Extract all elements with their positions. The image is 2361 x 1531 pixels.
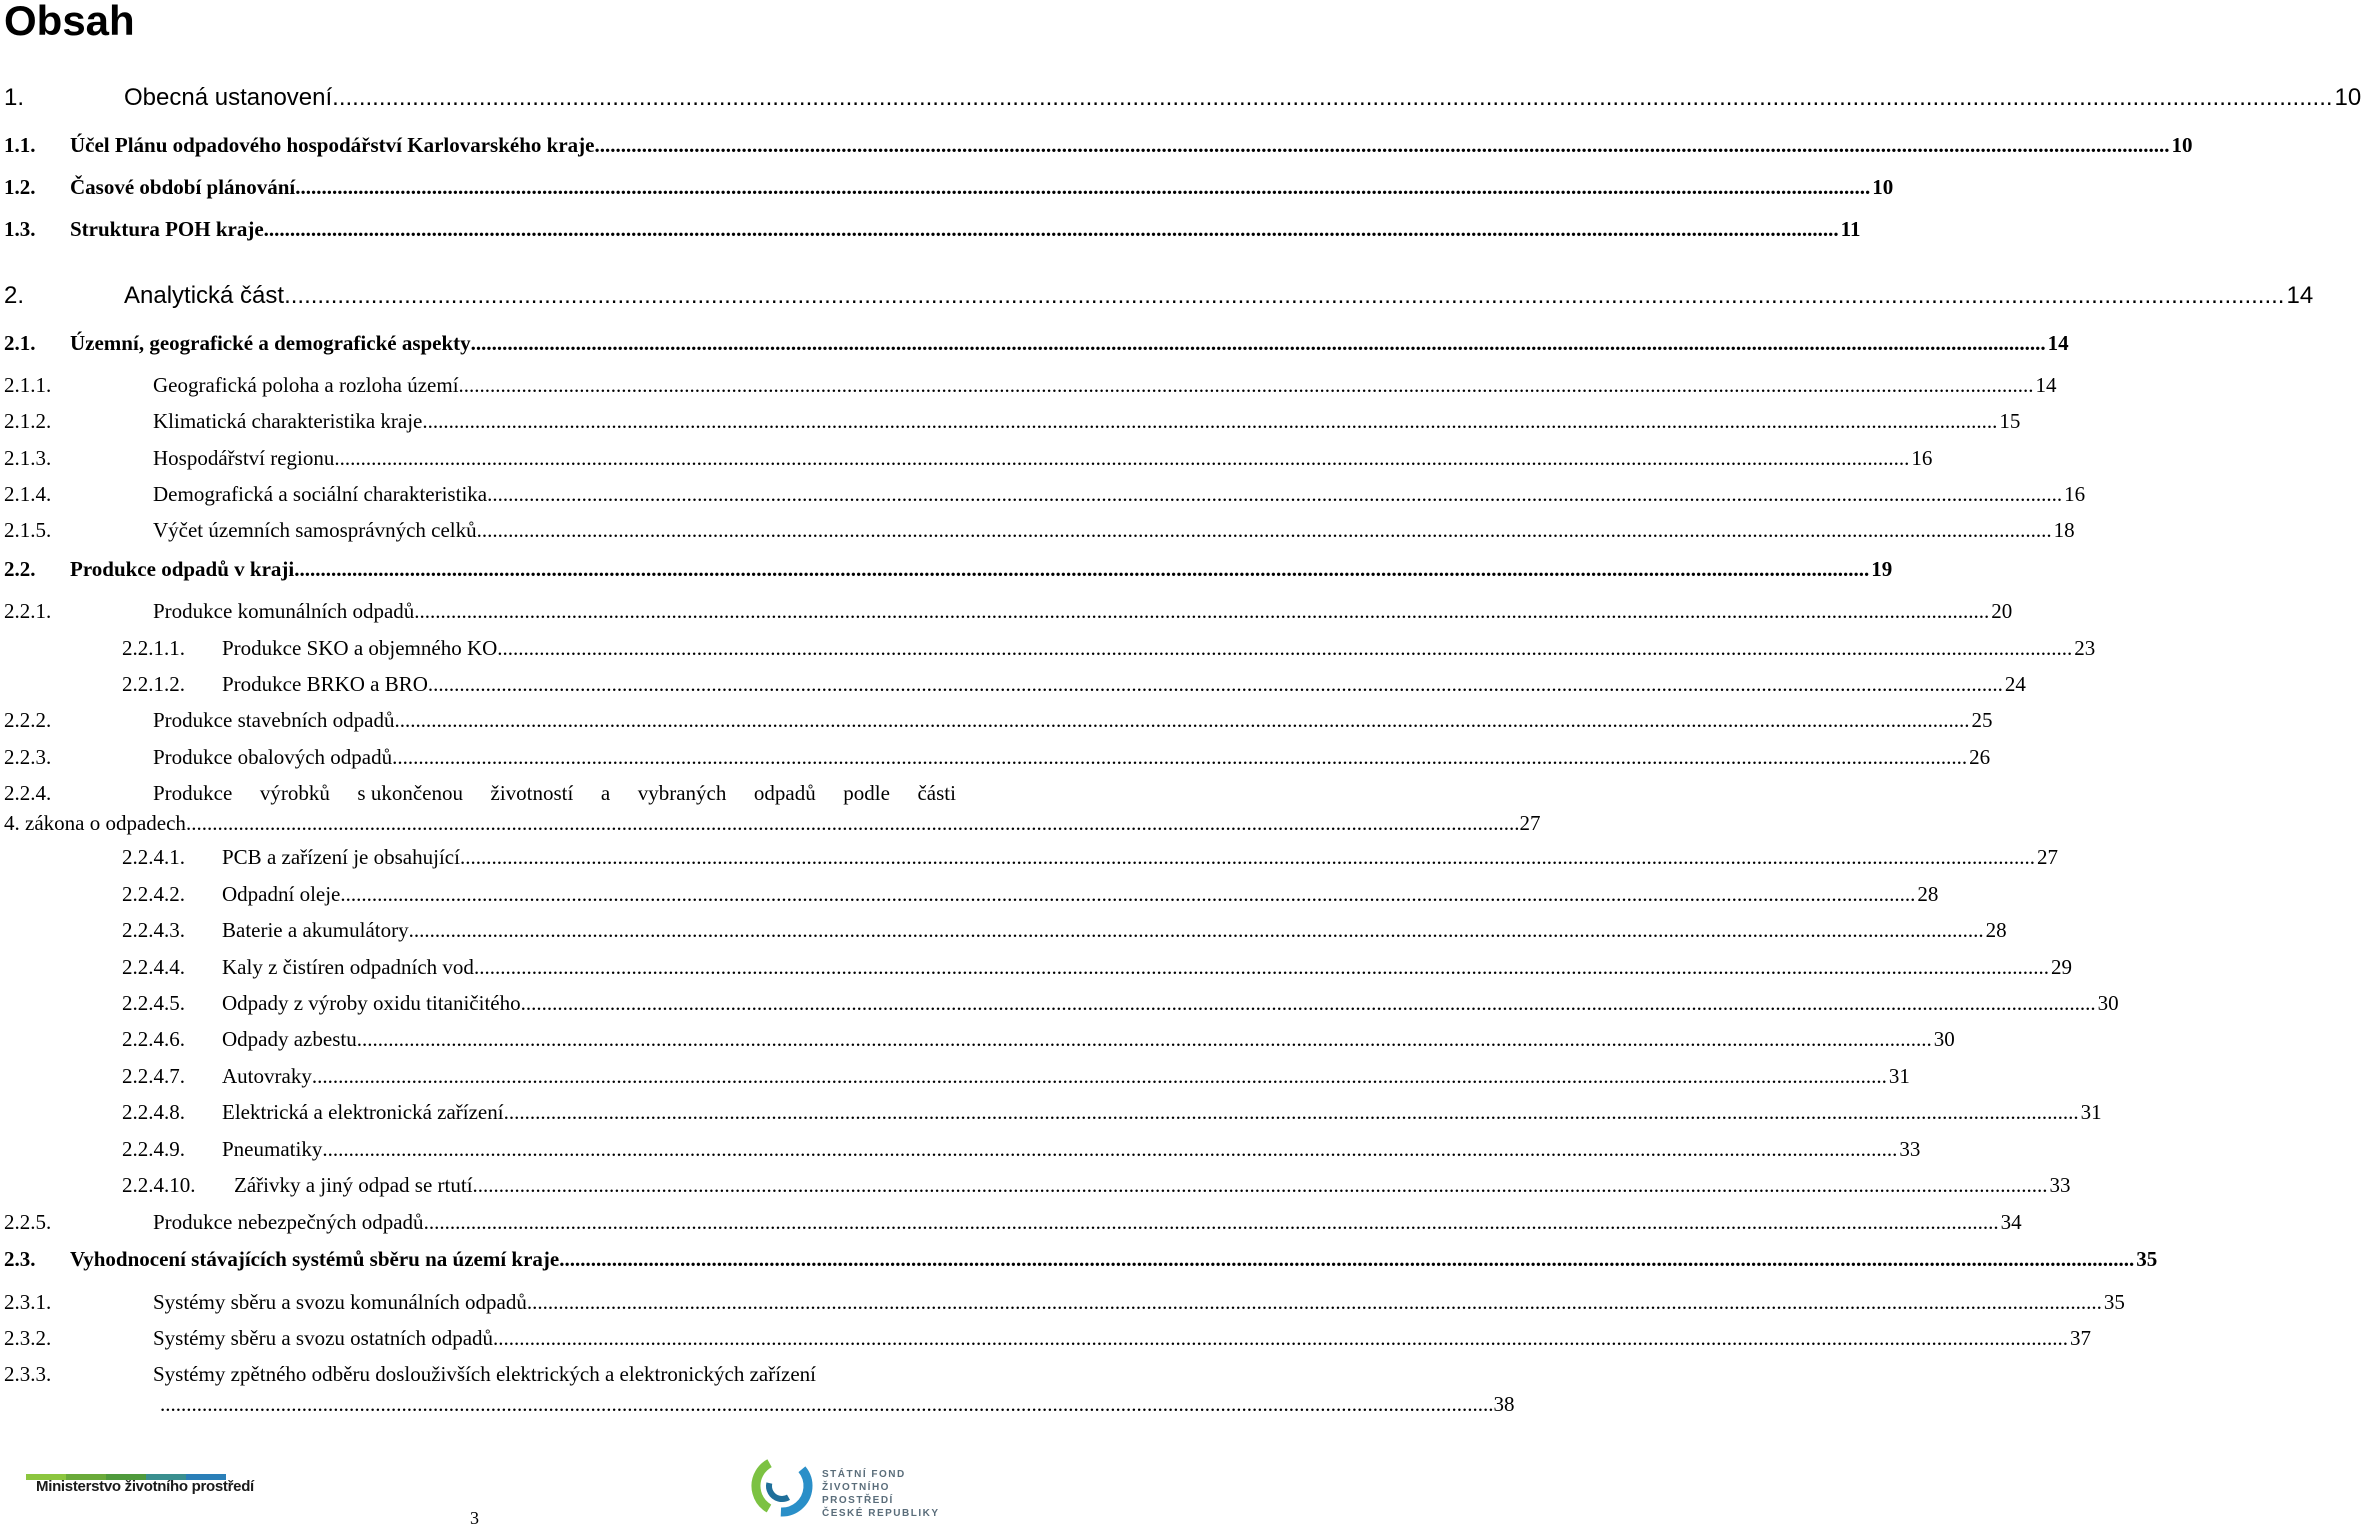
toc-entry-page: 20 xyxy=(1991,599,2013,623)
toc-entry-title: Struktura POH kraje xyxy=(70,217,264,241)
toc-entry-line xyxy=(153,1208,2022,1236)
toc-leader-dots: ............................................................................................................................................................................................................................................................................................................ xyxy=(459,845,2035,869)
toc-entry-number: 2.1.2. xyxy=(4,409,52,433)
toc-leader-dots: ............................................................................................................................................................................................................................................................................................................ xyxy=(334,446,1910,470)
toc-entry-page: 23 xyxy=(2074,636,2096,660)
toc-entry-title: Geografická poloha a rozloha území xyxy=(153,373,459,397)
toc-entry-line xyxy=(153,1288,2125,1316)
toc-entry-title: Produkce BRKO a BRO xyxy=(222,672,428,696)
toc-entry-2-3-3[interactable] xyxy=(0,1360,1515,1420)
toc-entry-title: Analytická část xyxy=(124,282,285,309)
toc-leader-dots: ............................................................................................................................................................................................................................................................................................................ xyxy=(497,636,2073,660)
toc-leader-dots: ............................................................................................................................................................................................................................................................................................................ xyxy=(422,409,1998,433)
toc-entry-title: Produkce stavebních odpadů xyxy=(153,708,395,732)
toc-entry-line xyxy=(153,444,1933,472)
toc-entry-page: 35 xyxy=(2136,1247,2158,1271)
toc-entry[interactable] xyxy=(0,215,1861,243)
toc-entry-line xyxy=(222,1135,1921,1163)
state-fund-logo-icon xyxy=(752,1456,812,1516)
toc-entry-number: 1. xyxy=(4,84,25,111)
toc-entry[interactable] xyxy=(0,555,1893,583)
toc-entry-line xyxy=(153,1324,2092,1352)
toc-entry-line xyxy=(222,1062,1910,1090)
toc-entry[interactable] xyxy=(0,1135,1921,1163)
page-title: Obsah xyxy=(4,0,135,44)
toc-entry-number: 2.2.4.10. xyxy=(122,1173,196,1197)
toc-leader-dots: .............................................................................................................................................................................................................................................................. xyxy=(160,1392,1494,1416)
toc-leader-dots: ............................................................................................................................................................................................................................................................................................................ xyxy=(473,955,2049,979)
toc-entry-page: 28 xyxy=(1917,882,1939,906)
toc-entry-title: Zářivky a jiný odpad se rtutí xyxy=(234,1173,473,1197)
toc-entry-title: Klimatická charakteristika kraje xyxy=(153,409,423,433)
toc-entry-line xyxy=(70,1245,2158,1273)
toc-entry-title-line2: 4. zákona o odpadech .............................................................................................................................................................................................................................................................. 27 xyxy=(4,811,1541,835)
toc-entry-number: 2.2.4.2. xyxy=(122,882,185,906)
toc-entry-page: 27 xyxy=(2036,845,2058,869)
toc-entry-number: 2.1.3. xyxy=(4,446,52,470)
toc-entry-number: 2.3.1. xyxy=(4,1290,52,1314)
toc-entry-line xyxy=(70,131,2193,159)
toc-leader-dots: ............................................................................................................................................................................................................................................................................................................ xyxy=(476,518,2052,542)
toc-entry-title: Autovraky xyxy=(222,1064,312,1088)
toc-leader-dots: ............................................................................................................................................................................................................................................................................................................ xyxy=(520,991,2096,1015)
toc-leader-dots: ............................................................................................................................................................................................................................................................................................................ xyxy=(493,1326,2069,1350)
toc-entry[interactable] xyxy=(0,1208,2022,1236)
toc-entry-title: Produkce obalových odpadů xyxy=(153,745,393,769)
toc-entry-page: 34 xyxy=(2000,1210,2022,1234)
toc-entry-line xyxy=(153,597,2013,625)
toc-entry[interactable] xyxy=(0,480,2086,508)
toc-entry-2-2-4[interactable] xyxy=(0,779,1541,839)
toc-leader-dots: ............................................................................................................................................................................................................................................................................................................ xyxy=(487,482,2063,506)
toc-entry-line xyxy=(70,215,1861,243)
toc-entry[interactable] xyxy=(0,329,2069,357)
toc-entry-line xyxy=(153,743,1991,771)
toc-entry-page: 29 xyxy=(2050,955,2072,979)
toc-entry[interactable] xyxy=(0,516,2075,544)
toc-entry-title: Baterie a akumulátory xyxy=(222,918,409,942)
toc-entry-title: Produkce nebezpečných odpadů xyxy=(153,1210,424,1234)
toc-entry-line xyxy=(222,1025,1955,1053)
toc-entry-line xyxy=(124,84,2361,112)
toc-entry-page: 18 xyxy=(2053,518,2075,542)
toc-entry-line xyxy=(153,516,2075,544)
toc-entry-line xyxy=(70,555,1893,583)
toc-entry[interactable] xyxy=(0,1171,2071,1199)
toc-entry[interactable] xyxy=(0,706,1993,734)
toc-entry-title: PCB a zařízení je obsahující xyxy=(222,845,460,869)
toc-entry-title: Produkce odpadů v kraji xyxy=(70,557,295,581)
toc-entry-page: 33 xyxy=(2049,1173,2071,1197)
toc-entry-line xyxy=(222,843,2058,871)
toc-entry-word: odpadů xyxy=(753,781,816,805)
state-fund-logo-text: STÁTNÍ FOND ŽIVOTNÍHO PROSTŘEDÍ ČESKÉ REPUBLIKY xyxy=(822,1469,940,1519)
toc-entry-title-line2 xyxy=(160,1390,1515,1418)
toc-leader-dots: ............................................................................................................................................................................................................................................................................................................ xyxy=(427,672,2003,696)
toc-entry-page: 14 xyxy=(2035,373,2057,397)
toc-entry-number: 2. xyxy=(4,282,25,309)
toc-entry-number: 2.2.4.1. xyxy=(122,845,185,869)
toc-entry-title: Elektrická a elektronická zařízení xyxy=(222,1100,504,1124)
toc-leader-dots: ............................................................................................................................................................................................................................................................................................................ xyxy=(458,373,2034,397)
toc-entry-word: s ukončenou xyxy=(357,781,463,805)
toc-leader-dots: ............................................................................................................................................................................................................................................................................................................ xyxy=(294,557,1870,581)
toc-entry[interactable] xyxy=(0,371,2057,399)
toc-entry-title: Kaly z čistíren odpadních vod xyxy=(222,955,474,979)
toc-entry-word: výrobků xyxy=(259,781,330,805)
toc-entry-page: 38 xyxy=(1493,1392,1515,1416)
toc-entry-word: a xyxy=(600,781,611,805)
toc-entry-page: 28 xyxy=(1985,918,2007,942)
toc-entry[interactable] xyxy=(0,743,1991,771)
page-number: 3 xyxy=(470,1508,479,1528)
toc-entry[interactable] xyxy=(0,597,2013,625)
toc-entry[interactable] xyxy=(0,634,2096,662)
toc-entry-page: 30 xyxy=(2097,991,2119,1015)
toc-leader-dots: ............................................................................................................................................................................................................................................................................................................ xyxy=(322,1137,1898,1161)
toc-entry[interactable] xyxy=(0,1245,2158,1273)
toc-entry-word: podle xyxy=(843,781,890,805)
toc-entry-title: Systémy sběru a svozu ostatních odpadů xyxy=(153,1326,494,1350)
toc-leader-dots: ............................................................................................................................................................................................................................................................................................................ xyxy=(414,599,1990,623)
toc-entry-number: 2.3.3. xyxy=(4,1362,52,1386)
toc-entry-number: 2.3. xyxy=(4,1247,36,1271)
toc-leader-dots: ............................................................................................................................................................................................................................................................................................................ xyxy=(284,282,2285,309)
toc-entry-title: Systémy zpětného odběru doslouživších elektrických a elektronických zařízení xyxy=(153,1362,817,1386)
toc-entry-number: 2.2.4.7. xyxy=(122,1064,185,1088)
toc-entry-title: Pneumatiky xyxy=(222,1137,323,1161)
toc-entry-number: 2.2.4.3. xyxy=(122,918,185,942)
toc-entry-line xyxy=(153,480,2086,508)
toc-entry-page: 37 xyxy=(2070,1326,2092,1350)
toc-entry-title: Odpady z výroby oxidu titaničitého xyxy=(222,991,521,1015)
toc-entry[interactable] xyxy=(0,282,2314,310)
toc-entry-title: Produkce komunálních odpadů xyxy=(153,599,415,623)
toc-leader-dots: ............................................................................................................................................................................................................................................................................................................ xyxy=(594,133,2170,157)
toc-entry[interactable] xyxy=(0,173,1894,201)
ministry-logo-text: Ministerstvo životního prostředí xyxy=(36,1478,254,1495)
toc-entry-page: 10 xyxy=(2171,133,2193,157)
toc-entry[interactable] xyxy=(0,131,2193,159)
toc-entry[interactable] xyxy=(0,407,2021,435)
toc-entry-page: 10 xyxy=(1872,175,1894,199)
toc-entry-number: 2.2.4. xyxy=(4,781,52,805)
toc-entry-page: 14 xyxy=(2047,331,2069,355)
toc-entry-page: 19 xyxy=(1871,557,1893,581)
toc-entry-line xyxy=(70,329,2069,357)
toc-leader-dots: ............................................................................................................................................................................................................................................................................................................ xyxy=(526,1290,2102,1314)
toc-entry-number: 2.2.3. xyxy=(4,745,52,769)
toc-entry[interactable] xyxy=(0,916,2007,944)
toc-entry-word: části xyxy=(917,781,956,805)
toc-entry-page: 25 xyxy=(1971,708,1993,732)
toc-leader-dots: ............................................................................................................................................................................................................................................................................................................ xyxy=(295,175,1871,199)
toc-entry-number: 2.3.2. xyxy=(4,1326,52,1350)
toc-entry-title: Vyhodnocení stávajících systémů sběru na území kraje xyxy=(70,1247,560,1271)
toc-entry[interactable] xyxy=(0,953,2072,981)
toc-entry-title: Odpadní oleje xyxy=(222,882,341,906)
toc-leader-dots: ............................................................................................................................................................................................................................................................................................................ xyxy=(356,1027,1932,1051)
toc-entry[interactable] xyxy=(0,843,2058,871)
toc-entry[interactable] xyxy=(0,670,2026,698)
toc-entry-page: 24 xyxy=(2004,672,2026,696)
toc-entry[interactable] xyxy=(0,444,1933,472)
toc-leader-dots: .............................................................................................................................................................................................................................................................. xyxy=(185,811,1520,835)
toc-entry[interactable] xyxy=(0,880,1939,908)
toc-entry-number: 2.1.5. xyxy=(4,518,52,542)
toc-entry-page: 11 xyxy=(1840,217,1861,241)
toc-entry-number: 2.1. xyxy=(4,331,36,355)
toc-entry-title: Výčet územních samosprávných celků xyxy=(153,518,477,542)
toc-entry-number: 2.1.4. xyxy=(4,482,52,506)
toc-entry-line xyxy=(234,1171,2071,1199)
toc-entry-page: 15 xyxy=(1999,409,2021,433)
ministry-logo-stripe xyxy=(26,1467,226,1475)
toc-entry-page: 16 xyxy=(2064,482,2086,506)
toc-entry-number: 1.2. xyxy=(4,175,36,199)
toc-entry[interactable] xyxy=(0,1025,1955,1053)
toc-entry-number: 2.2.1. xyxy=(4,599,52,623)
toc-leader-dots: ............................................................................................................................................................................................................................................................................................................ xyxy=(392,745,1968,769)
toc-leader-dots: ............................................................................................................................................................................................................................................................................................................ xyxy=(423,1210,1999,1234)
toc-leader-dots: ............................................................................................................................................................................................................................................................................................................ xyxy=(263,217,1839,241)
toc-entry[interactable] xyxy=(0,989,2119,1017)
toc-entry-title: Produkce SKO a objemného KO xyxy=(222,636,498,660)
toc-entry-title: Hospodářství regionu xyxy=(153,446,335,470)
toc-entry-line xyxy=(70,173,1894,201)
toc-entry-page: 16 xyxy=(1911,446,1933,470)
toc-leader-dots: ............................................................................................................................................................................................................................................................................................................ xyxy=(340,882,1916,906)
toc-entry-page: 31 xyxy=(1888,1064,1910,1088)
toc-leader-dots: ............................................................................................................................................................................................................................................................................................................ xyxy=(559,1247,2135,1271)
toc-entry-number: 2.2.2. xyxy=(4,708,52,732)
toc-leader-dots: ............................................................................................................................................................................................................................................................................................................ xyxy=(332,84,2333,111)
toc-entry-title: Odpady azbestu xyxy=(222,1027,357,1051)
toc-entry-page: 30 xyxy=(1933,1027,1955,1051)
toc-leader-dots: ............................................................................................................................................................................................................................................................................................................ xyxy=(503,1100,2079,1124)
toc-entry-line xyxy=(222,1098,2102,1126)
toc-entry-number: 2.2.4.8. xyxy=(122,1100,185,1124)
toc-entry-line xyxy=(153,706,1993,734)
toc-entry-number: 1.1. xyxy=(4,133,36,157)
toc-entry-number: 1.3. xyxy=(4,217,36,241)
toc-entry-number: 2.2.1.2. xyxy=(122,672,185,696)
toc-entry-number: 2.2.5. xyxy=(4,1210,52,1234)
toc-leader-dots: ............................................................................................................................................................................................................................................................................................................ xyxy=(472,1173,2048,1197)
toc-entry-title: Účel Plánu odpadového hospodářství Karlovarského kraje xyxy=(70,133,595,157)
toc-entry-line xyxy=(222,670,2026,698)
toc-entry-line xyxy=(153,371,2057,399)
toc-entry-line xyxy=(222,634,2096,662)
toc-entry-page: 33 xyxy=(1899,1137,1921,1161)
toc-entry-page: 31 xyxy=(2080,1100,2102,1124)
toc-entry-title: Územní, geografické a demografické aspekty xyxy=(70,331,471,355)
toc-leader-dots: ............................................................................................................................................................................................................................................................................................................ xyxy=(394,708,1970,732)
toc-entry-title-line1 xyxy=(153,779,956,807)
toc-entry-line xyxy=(222,989,2119,1017)
toc-entry[interactable] xyxy=(0,1098,2102,1126)
toc-entry-title: Demografická a sociální charakteristika xyxy=(153,482,488,506)
toc-entry-page: 26 xyxy=(1969,745,1991,769)
toc-entry-number: 2.2.4.5. xyxy=(122,991,185,1015)
toc-entry[interactable] xyxy=(0,1288,2125,1316)
toc-entry-word: Produkce xyxy=(153,781,233,805)
toc-leader-dots: ............................................................................................................................................................................................................................................................................................................ xyxy=(311,1064,1887,1088)
toc-entry-page: 35 xyxy=(2103,1290,2125,1314)
toc-entry-title: Obecná ustanovení xyxy=(124,84,333,111)
toc-entry-line xyxy=(124,282,2314,310)
toc-entry[interactable] xyxy=(0,1324,2092,1352)
toc-entry-title: Časové období plánování xyxy=(70,175,296,199)
toc-entry-number: 2.2.1.1. xyxy=(122,636,185,660)
toc-leader-dots: ............................................................................................................................................................................................................................................................................................................ xyxy=(470,331,2046,355)
toc-entry-line xyxy=(222,953,2072,981)
toc-entry-number: 2.2. xyxy=(4,557,36,581)
toc-entry-number: 2.1.1. xyxy=(4,373,52,397)
toc-entry-line xyxy=(153,407,2021,435)
toc-entry-word: životností xyxy=(490,781,574,805)
toc-entry-line xyxy=(222,880,1939,908)
toc-entry-line xyxy=(222,916,2007,944)
toc-leader-dots: ............................................................................................................................................................................................................................................................................................................ xyxy=(408,918,1984,942)
toc-entry-page: 10 xyxy=(2334,84,2361,111)
toc-entry-page: 14 xyxy=(2286,282,2314,309)
toc-entry-word: vybraných xyxy=(637,781,727,805)
toc-entry[interactable] xyxy=(0,84,2361,112)
toc-entry-page: 27 xyxy=(1519,811,1541,835)
toc-entry-title: Systémy sběru a svozu komunálních odpadů xyxy=(153,1290,527,1314)
toc-entry[interactable] xyxy=(0,1062,1910,1090)
toc-entry-number: 2.2.4.4. xyxy=(122,955,185,979)
toc-entry-number: 2.2.4.6. xyxy=(122,1027,185,1051)
toc-entry-number: 2.2.4.9. xyxy=(122,1137,185,1161)
